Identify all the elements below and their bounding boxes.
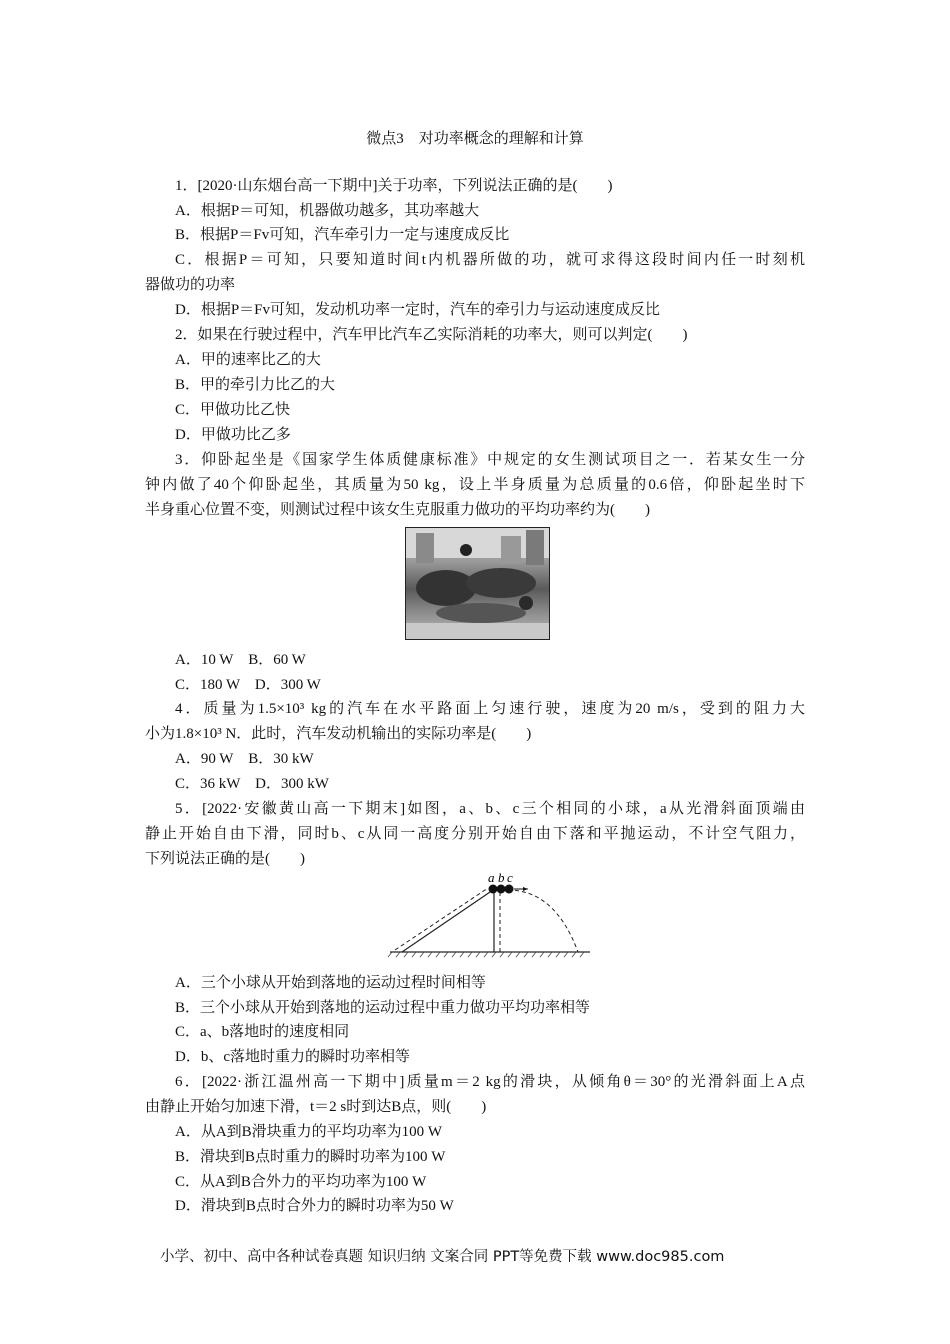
text-line: A．10 W B．60 W	[175, 652, 306, 668]
text-line: A．甲的速率比乙的大	[175, 352, 321, 368]
text-line: C．根据P＝可知，只要知道时间t内机器所做的功，就可求得这段时间内任一时刻机	[175, 252, 805, 268]
incline-diagram	[380, 860, 600, 970]
text-line: 器做功的功率	[145, 277, 236, 293]
text-line: 6．[2022·浙江温州高一下期中]质量m＝2 kg的滑块，从倾角θ＝30°的光滑斜面上A点	[175, 1074, 805, 1090]
text-line: 钟内做了40个仰卧起坐，其质量为50 kg，设上半身质量为总质量的0.6倍，仰卧起坐时下	[145, 477, 805, 493]
section-title: 微点3 对功率概念的理解和计算	[366, 131, 584, 147]
text-line: A．90 W B．30 kW	[175, 751, 314, 767]
text-line: D．滑块到B点时合外力的瞬时功率为50 W	[175, 1198, 454, 1214]
text-line: 下列说法正确的是( )	[145, 851, 305, 867]
text-line: C．180 W D．300 W	[175, 677, 321, 693]
text-line: 5．[2022·安徽黄山高一下期末]如图，a、b、c三个相同的小球，a从光滑斜面顶端由	[175, 801, 805, 817]
situp-photo	[405, 527, 550, 640]
text-line: D．b、c落地时重力的瞬时功率相等	[175, 1049, 410, 1065]
text-line: B．三个小球从开始到落地的运动过程中重力做功平均功率相等	[175, 1000, 591, 1016]
ball-label-a: a	[488, 870, 495, 885]
text-line: B．甲的牵引力比乙的大	[175, 377, 336, 393]
text-line: 小为1.8×10³ N．此时，汽车发动机输出的实际功率是( )	[145, 726, 532, 742]
text-line: C．甲做功比乙快	[175, 402, 291, 418]
text-line: C．a、b落地时的速度相同	[175, 1024, 350, 1040]
text-line: 由静止开始匀加速下滑，t＝2 s时到达B点，则( )	[145, 1099, 487, 1115]
text-line: 4．质量为1.5×10³ kg的汽车在水平路面上匀速行驶，速度为20 m/s，受到的阻力大	[175, 701, 805, 717]
text-line: A．根据P＝可知，机器做功越多，其功率越大	[175, 203, 480, 219]
text-line: 2．如果在行驶过程中，汽车甲比汽车乙实际消耗的功率大，则可以判定( )	[175, 327, 688, 343]
text-line: 3．仰卧起坐是《国家学生体质健康标准》中规定的女生测试项目之一．若某女生一分	[175, 452, 805, 468]
text-line: A．从A到B滑块重力的平均功率为100 W	[175, 1124, 443, 1140]
text-line: 半身重心位置不变，则测试过程中该女生克服重力做功的平均功率约为( )	[145, 502, 650, 518]
text-line: A．三个小球从开始到落地的运动过程时间相等	[175, 975, 486, 991]
text-line: C．36 kW D．300 kW	[175, 776, 329, 792]
text-line: B．滑块到B点时重力的瞬时功率为100 W	[175, 1149, 446, 1165]
text-line: B．根据P＝Fv可知，汽车牵引力一定与速度成反比	[175, 227, 510, 243]
text-line: 静止开始自由下滑，同时b、c从同一高度分别开始自由下落和平抛运动，不计空气阻力，	[145, 826, 805, 842]
ball-label-c: c	[507, 870, 513, 885]
text-line: 1．[2020·山东烟台高一下期中]关于功率，下列说法正确的是( )	[175, 178, 613, 194]
text-line: D．甲做功比乙多	[175, 427, 291, 443]
footer-ad: 小学、初中、高中各种试卷真题 知识归纳 文案合同 PPT等免费下载 www.doc985.com	[160, 1249, 725, 1265]
text-line: D．根据P＝Fv可知，发动机功率一定时，汽车的牵引力与运动速度成反比	[175, 302, 661, 318]
ball-label-b: b	[498, 870, 505, 885]
text-line: C．从A到B合外力的平均功率为100 W	[175, 1174, 427, 1190]
